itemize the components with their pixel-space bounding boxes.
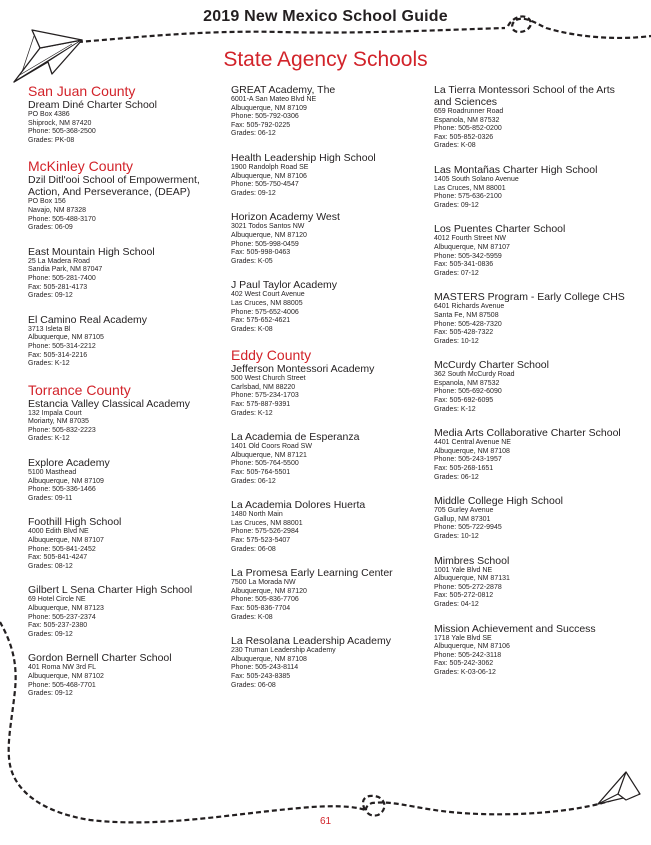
- school-name: Mimbres School: [434, 554, 510, 567]
- school-grades: Grades: 06-12: [231, 130, 276, 138]
- school-address: 1405 South Solano Avenue: [434, 175, 519, 183]
- school-city: Albuquerque, NM 87121: [231, 451, 307, 459]
- school-name: La Tierra Montessori School of the Arts and Sciences: [434, 84, 615, 108]
- school-name: Horizon Academy West: [231, 211, 340, 224]
- school-phone: Phone: 505-750-4547: [231, 181, 299, 189]
- school-phone: Phone: 575-526-2984: [231, 528, 299, 536]
- school-name: Dream Diné Charter School: [28, 99, 157, 111]
- school-grades: Grades: 10-12: [434, 533, 479, 540]
- county-heading: Eddy County: [231, 347, 312, 364]
- school-entry: [434, 84, 634, 151]
- school-phone: Phone: 575-652-4006: [231, 308, 299, 316]
- school-city: Albuquerque, NM 87105: [28, 334, 104, 342]
- school-grades: Grades: K-05: [231, 257, 273, 265]
- school-fax: Fax: 505-237-2380: [28, 622, 88, 630]
- school-fax: Fax: 505-243-8385: [231, 672, 291, 680]
- school-name: Mission Achievement and Success: [434, 622, 596, 635]
- school-grades: Grades: 06-09: [28, 224, 73, 232]
- school-grades: Grades: 10-12: [434, 337, 479, 345]
- school-name: El Camino Real Academy: [28, 313, 148, 326]
- school-grades: Grades: PK-08: [28, 136, 75, 144]
- school-address: 1001 Yale Blvd NE: [434, 566, 493, 574]
- school-entry: [434, 291, 634, 346]
- school-grades: Grades: 04-12: [434, 600, 479, 608]
- school-entry: [434, 359, 634, 414]
- school-phone: Phone: 505-342-5959: [434, 252, 502, 260]
- school-city: Gallup, NM 87301: [434, 515, 491, 523]
- school-city: Shiprock, NM 87420: [28, 119, 92, 127]
- school-city: Albuquerque, NM 87123: [28, 605, 104, 612]
- county-heading: San Juan County: [28, 83, 136, 99]
- school-address: 3021 Todos Santos NW: [231, 223, 305, 231]
- school-group: [434, 84, 634, 678]
- school-city: Sandia Park, NM 87047: [28, 266, 103, 274]
- page-number: 61: [319, 816, 332, 827]
- school-city: Albuquerque, NM 87120: [231, 587, 307, 595]
- school-fax: Fax: 575-523-5407: [231, 537, 291, 544]
- school-name: Middle College High School: [434, 495, 563, 508]
- school-grades: Grades: 06-08: [231, 681, 276, 689]
- school-entry: [28, 398, 224, 444]
- school-city: Santa Fe, NM 87508: [434, 311, 499, 319]
- school-grades: Grades: 06-12: [434, 473, 479, 481]
- school-city: Albuquerque, NM 87108: [434, 447, 510, 455]
- school-address: 4000 Edith Blvd NE: [28, 528, 89, 536]
- school-grades: Grades: 09-12: [434, 201, 479, 209]
- school-address: 705 Gurley Avenue: [434, 507, 494, 515]
- school-address: 230 Truman Leadership Academy: [231, 647, 336, 655]
- school-grades: Grades: K-08: [231, 325, 273, 333]
- school-city: Albuquerque, NM 87120: [231, 231, 307, 239]
- school-name: East Mountain High School: [28, 245, 155, 258]
- school-city: Navajo, NM 87328: [28, 206, 86, 214]
- school-name: GREAT Academy, The: [231, 84, 336, 96]
- school-city: Moriarty, NM 87035: [28, 418, 89, 426]
- school-fax: Fax: 575-652-4621: [231, 317, 291, 325]
- school-grades: Grades: K-12: [434, 405, 476, 413]
- school-phone: Phone: 505-242-3118: [434, 651, 502, 659]
- school-grades: Grades: 08-12: [28, 562, 73, 570]
- school-city: Albuquerque, NM 87106: [231, 172, 307, 180]
- school-city: Albuquerque, NM 87109: [231, 104, 307, 112]
- county-section: [231, 348, 427, 690]
- column-2: [231, 84, 427, 690]
- school-address: 1900 Randolph Road SE: [231, 163, 309, 171]
- school-name: J Paul Taylor Academy: [231, 279, 338, 292]
- school-entry: [231, 211, 427, 266]
- school-entry: [28, 174, 224, 232]
- school-address: 1480 North Main: [231, 511, 283, 519]
- county-section: [28, 383, 224, 699]
- school-address: 4012 Fourth Street NW: [434, 235, 506, 243]
- school-phone: Phone: 505-428-7320: [434, 320, 502, 328]
- school-city: Albuquerque, NM 87107: [28, 537, 104, 545]
- school-city: Albuquerque, NM 87108: [231, 655, 307, 663]
- school-entry: [28, 584, 224, 639]
- school-fax: Fax: 505-268-1651: [434, 465, 494, 473]
- school-address: 132 Impala Court: [28, 409, 82, 417]
- school-address: 3713 Isleta Bl: [28, 325, 71, 333]
- school-city: Las Cruces, NM 88005: [231, 299, 303, 307]
- school-entry: [231, 499, 427, 554]
- school-entry: [434, 495, 634, 541]
- school-city: Las Cruces, NM 88001: [231, 519, 303, 527]
- school-phone: Phone: 505-272-2878: [434, 583, 502, 591]
- school-entry: [434, 555, 634, 610]
- school-entry: [434, 164, 634, 210]
- school-address: 659 Roadrunner Road: [434, 108, 504, 115]
- school-name: Gordon Bernell Charter School: [28, 652, 172, 665]
- school-grades: Grades: 09-12: [28, 630, 73, 638]
- school-fax: Fax: 505-841-4247: [28, 554, 88, 562]
- school-phone: Phone: 505-841-2452: [28, 545, 96, 553]
- county-heading: Torrance County: [28, 381, 131, 398]
- school-fax: Fax: 505-341-0836: [434, 261, 494, 269]
- school-fax: Fax: 505-836-7704: [231, 604, 291, 612]
- school-address: 1718 Yale Blvd SE: [434, 634, 492, 642]
- school-entry: [231, 567, 427, 622]
- school-address: 402 West Court Avenue: [231, 291, 305, 299]
- school-city: Albuquerque, NM 87106: [434, 643, 510, 651]
- school-group: [231, 84, 427, 334]
- school-entry: [231, 431, 427, 486]
- school-phone: Phone: 505-764-5500: [231, 460, 299, 468]
- school-fax: Fax: 505-314-2216: [28, 351, 88, 359]
- county-section: [28, 84, 224, 145]
- school-phone: Phone: 505-336-1466: [28, 486, 96, 494]
- school-name: La Promesa Early Learning Center: [231, 567, 393, 580]
- school-phone: Phone: 505-314-2212: [28, 342, 96, 350]
- school-phone: Phone: 505-998-0459: [231, 240, 299, 248]
- school-entry: [28, 99, 224, 145]
- school-city: Albuquerque, NM 87102: [28, 672, 104, 680]
- school-name: Health Leadership High School: [231, 151, 376, 164]
- school-name: MASTERS Program - Early College CHS: [434, 291, 625, 304]
- paper-airplane-icon: [596, 770, 642, 806]
- school-city: Espanola, NM 87532: [434, 116, 500, 124]
- school-name: Estancia Valley Classical Academy: [28, 397, 191, 410]
- school-entry: [231, 152, 427, 198]
- school-grades: Grades: 09-12: [231, 189, 276, 197]
- school-fax: Fax: 505-281-4173: [28, 283, 88, 291]
- school-name: McCurdy Charter School: [434, 359, 549, 372]
- school-address: PO Box 156: [28, 198, 66, 206]
- school-entry: [231, 363, 427, 418]
- school-name: Dzil Ditl'ooi School of Empowerment, Action, And Perseverance, (DEAP): [28, 174, 200, 199]
- school-entry: [28, 457, 224, 503]
- school-phone: Phone: 505-488-3170: [28, 215, 96, 223]
- school-phone: Phone: 505-468-7701: [28, 681, 96, 689]
- school-grades: Grades: K-08: [231, 613, 273, 621]
- school-entry: [434, 623, 634, 678]
- school-address: 362 South McCurdy Road: [434, 371, 515, 379]
- school-address: 7500 La Morada NW: [231, 579, 296, 587]
- school-address: 6401 Richards Avenue: [434, 303, 505, 311]
- school-grades: Grades: K-12: [28, 360, 70, 368]
- school-fax: Fax: 505-428-7322: [434, 329, 494, 337]
- school-phone: Phone: 505-243-1957: [434, 456, 502, 464]
- school-address: 4401 Central Avenue NE: [434, 439, 511, 447]
- school-name: Las Montañas Charter High School: [434, 163, 598, 176]
- school-name: La Resolana Leadership Academy: [231, 635, 391, 648]
- school-phone: Phone: 505-368-2500: [28, 128, 96, 136]
- school-city: Carlsbad, NM 88220: [231, 383, 296, 391]
- school-phone: Phone: 505-832-2223: [28, 426, 96, 434]
- school-name: Los Puentes Charter School: [434, 223, 566, 236]
- school-address: 6001-A San Mateo Blvd NE: [231, 96, 317, 103]
- school-name: Explore Academy: [28, 457, 110, 470]
- school-fax: Fax: 505-242-3062: [434, 660, 494, 668]
- school-address: 500 West Church Street: [231, 375, 306, 383]
- school-phone: Phone: 505-243-8114: [231, 664, 299, 672]
- school-grades: Grades: K-03-06-12: [434, 668, 496, 676]
- school-grades: Grades: K-08: [434, 142, 476, 150]
- school-phone: Phone: 505-852-0200: [434, 125, 502, 133]
- school-entry: [231, 84, 427, 139]
- school-phone: Phone: 505-836-7706: [231, 596, 299, 604]
- school-city: Espanola, NM 87532: [434, 379, 500, 387]
- school-phone: Phone: 575-636-2100: [434, 193, 502, 201]
- school-fax: Fax: 505-852-0326: [434, 133, 494, 141]
- school-grades: Grades: 06-12: [231, 477, 276, 485]
- school-name: Media Arts Collaborative Charter School: [434, 427, 621, 440]
- column-3: [434, 84, 634, 678]
- school-grades: Grades: 09-12: [28, 690, 73, 698]
- school-name: La Academia Dolores Huerta: [231, 499, 366, 512]
- school-city: Albuquerque, NM 87107: [434, 243, 510, 251]
- school-entry: [434, 223, 634, 278]
- school-grades: Grades: K-12: [231, 409, 273, 417]
- school-name: Gilbert L Sena Charter High School: [28, 584, 193, 597]
- school-address: 25 La Madera Road: [28, 257, 90, 265]
- school-fax: Fax: 505-792-0225: [231, 121, 291, 129]
- school-name: La Academia de Esperanza: [231, 431, 360, 444]
- school-entry: [231, 635, 427, 690]
- guide-title: 2019 New Mexico School Guide: [203, 8, 448, 25]
- school-phone: Phone: 505-792-0306: [231, 113, 299, 121]
- school-entry: [28, 246, 224, 301]
- school-grades: Grades: 09-11: [28, 494, 73, 502]
- school-fax: Fax: 505-764-5501: [231, 469, 291, 477]
- county-section: [28, 159, 224, 368]
- school-city: Albuquerque, NM 87131: [434, 575, 510, 583]
- school-phone: Phone: 505-722-9945: [434, 524, 502, 532]
- school-phone: Phone: 575-234-1703: [231, 392, 299, 400]
- county-heading: McKinley County: [28, 158, 134, 175]
- school-entry: [28, 314, 224, 369]
- page-title: State Agency Schools: [223, 48, 428, 71]
- school-address: 401 Roma NW 3rd FL: [28, 664, 97, 672]
- school-entry: [434, 427, 634, 482]
- school-entry: [28, 652, 224, 698]
- school-city: Las Cruces, NM 88001: [434, 184, 506, 192]
- school-entry: [28, 516, 224, 571]
- school-city: Albuquerque, NM 87109: [28, 477, 104, 485]
- school-entry: [231, 279, 427, 334]
- school-phone: Phone: 505-237-2374: [28, 613, 96, 621]
- school-fax: Fax: 505-692-6095: [434, 397, 494, 405]
- school-address: PO Box 4386: [28, 111, 70, 118]
- school-grades: Grades: K-12: [28, 435, 70, 443]
- school-grades: Grades: 06-08: [231, 545, 276, 553]
- school-fax: Fax: 505-998-0463: [231, 249, 291, 257]
- school-phone: Phone: 505-281-7400: [28, 274, 96, 282]
- school-phone: Phone: 505-692-6090: [434, 388, 502, 396]
- school-address: 69 Hotel Circle NE: [28, 596, 86, 604]
- school-fax: Fax: 505-272-0812: [434, 592, 494, 600]
- column-1: [28, 84, 224, 699]
- school-address: 1401 Old Coors Road SW: [231, 443, 312, 451]
- school-name: Foothill High School: [28, 516, 122, 529]
- school-address: 5100 Masthead: [28, 469, 77, 477]
- school-grades: Grades: 09-12: [28, 292, 73, 300]
- school-name: Jefferson Montessori Academy: [231, 363, 375, 376]
- school-fax: Fax: 575-887-9391: [231, 401, 291, 409]
- school-grades: Grades: 07-12: [434, 269, 479, 277]
